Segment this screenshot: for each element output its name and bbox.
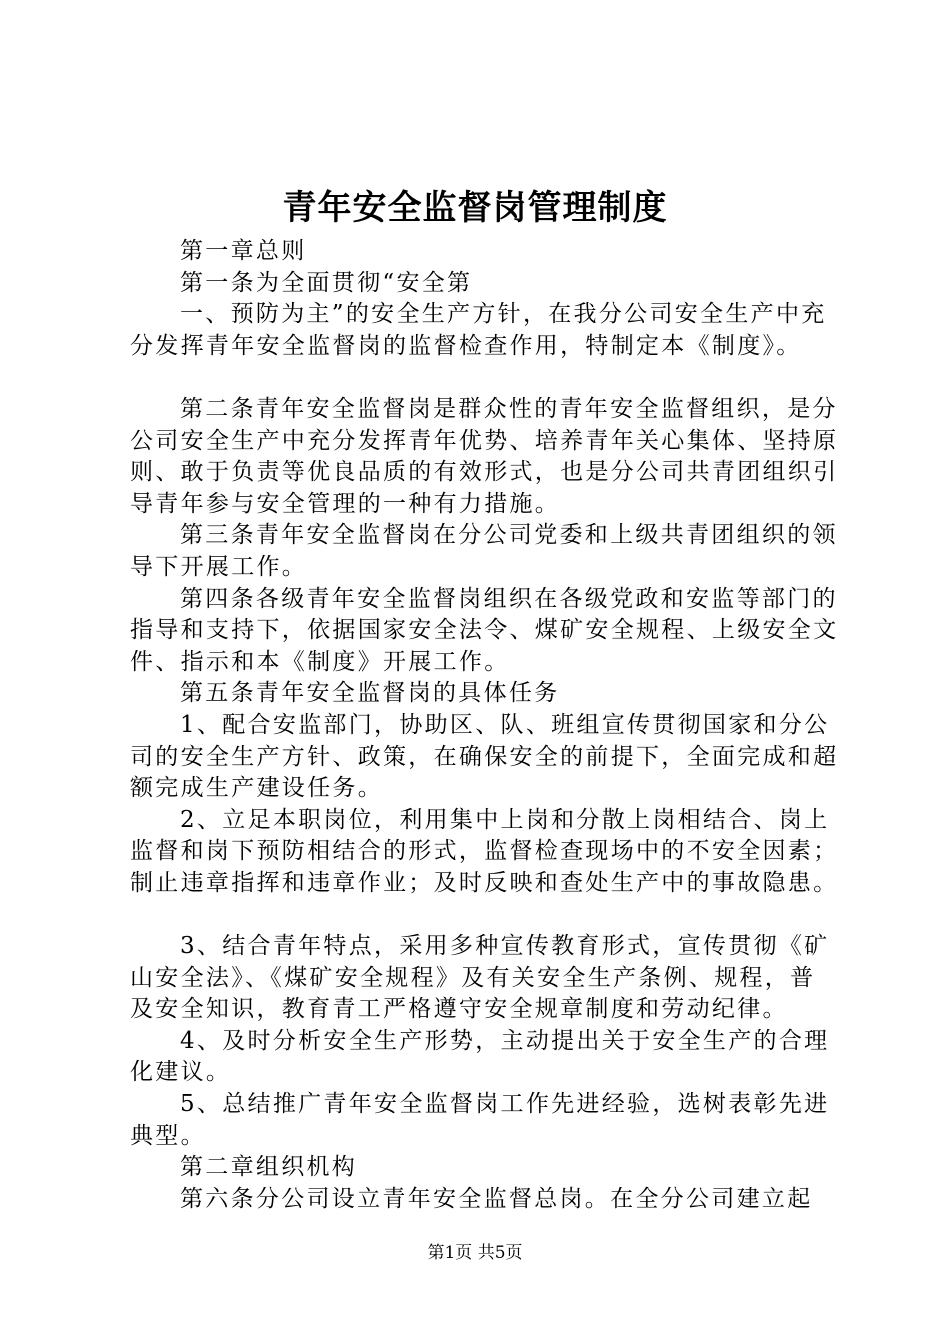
page-footer: 第1页 共5页 <box>427 1243 523 1263</box>
paragraph: 一、预防为主”的安全生产方针，在我分公司安全生产中充分发挥青年安全监督岗的监督检查作用，特制定本《制度》。 <box>130 301 827 359</box>
paragraph: 第二条青年安全监督岗是群众性的青年安全监督组织，是分公司安全生产中充分发挥青年优势、培养青年关心集体、坚持原则、敢于负责等优良品质的有效形式，也是分公司共青团组织引导青年参与安全管理的一种有力措施。 <box>130 395 839 517</box>
paragraph: 第三条青年安全监督岗在分公司党委和上级共青团组织的领导下开展工作。 <box>130 522 838 580</box>
list-item: 3、结合青年特点，采用多种宣传教育形式，宣传贯彻《矿山安全法》、《煤矿安全规程》及有关安全生产条例、规程，普及安全知识，教育青工严格遵守安全规章制度和劳动纪律。 <box>130 933 830 1023</box>
paragraph: 第五条青年安全监督岗的具体任务 <box>180 680 560 707</box>
chapter-heading: 第二章组织机构 <box>180 1154 358 1181</box>
document-body <box>130 236 840 1215</box>
document-title: 青年安全监督岗管理制度 <box>282 188 668 228</box>
paragraph: 第一条为全面贯彻“安全第 <box>180 269 473 296</box>
paragraph: 第四条各级青年安全监督岗组织在各级党政和安监等部门的指导和支持下，依据国家安全法令、煤矿安全规程、上级安全文件、指示和本《制度》开展工作。 <box>130 585 839 675</box>
list-item: 1、配合安监部门，协助区、队、班组宣传贯彻国家和分公司的安全生产方针、政策，在确保安全的前提下，全面完成和超额完成生产建设任务。 <box>130 711 839 802</box>
list-item: 5、总结推广青年安全监督岗工作先进经验，选树表彰先进典型。 <box>130 1091 830 1149</box>
list-item: 2、立足本职岗位，利用集中上岗和分散上岗相结合、岗上监督和岗下预防相结合的形式，监督检查现场中的不安全因素；制止违章指挥和违章作业；及时反映和查处生产中的事故隐患。 <box>130 806 839 896</box>
list-item: 4、及时分析安全生产形势，主动提出关于安全生产的合理化建议。 <box>130 1027 830 1086</box>
chapter-heading: 第一章总则 <box>180 238 307 264</box>
paragraph: 第六条分公司设立青年安全监督总岗。在全分公司建立起 <box>180 1185 813 1212</box>
